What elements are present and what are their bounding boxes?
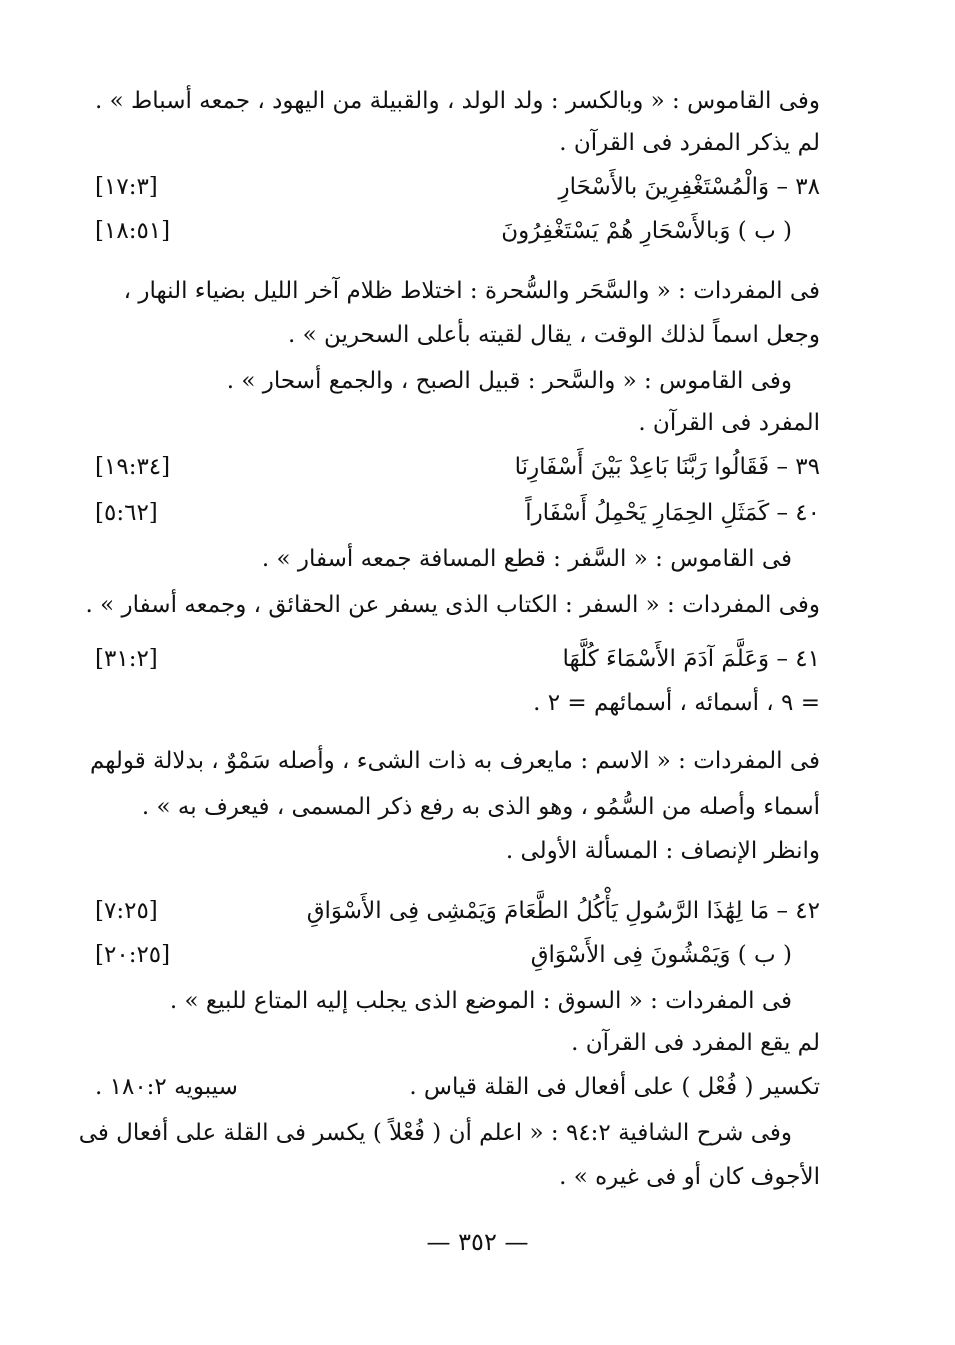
- text-line: وفى القاموس : « والسَّحر : قبيل الصبح ، والجمع أسحار » .: [226, 368, 792, 394]
- text-line: = ٩ ، أسمائه ، أسمائهم = ٢ .: [533, 690, 820, 716]
- verse-38: [95, 172, 820, 202]
- verse-text: ٣٩ – فَقَالُوا رَبَّنَا بَاعِدْ بَيْنَ أَسْفَارِنَا: [514, 454, 820, 480]
- verse-text: ٣٨ – وَالْمُسْتَغْفِرِينَ بالأَسْحَارِ: [558, 174, 820, 200]
- page-number: — ٣٥٢ —: [426, 1228, 529, 1256]
- verse-reference: [٣١:٢]: [95, 646, 158, 672]
- verse-reference: [٥:٦٢]: [95, 500, 158, 526]
- taksir-line: [95, 1072, 820, 1102]
- verse-38b: [95, 216, 820, 246]
- text-line: وانظر الإنصاف : المسألة الأولى .: [505, 838, 820, 864]
- text-line: وفى شرح الشافية ٩٤:٢ : « اعلم أن ( فُعْلاً ) يكسر فى القلة على أفعال فى: [78, 1120, 792, 1146]
- text-line: فى المفردات : « الاسم : مايعرف به ذات الشىء ، وأصله سَمْوٌ ، بدلالة قولهم: [89, 748, 820, 774]
- text-line: وجعل اسماً لذلك الوقت ، يقال لقيته بأعلى السحرين » .: [288, 322, 820, 348]
- text-line: لم يذكر المفرد فى القرآن .: [559, 130, 820, 156]
- verse-40: [95, 498, 820, 528]
- text-line: فى المفردات : « السوق : الموضع الذى يجلب إليه المتاع للبيع » .: [169, 988, 792, 1014]
- verse-39: [95, 452, 820, 482]
- text-line: المفرد فى القرآن .: [638, 410, 820, 436]
- verse-41: [95, 644, 820, 674]
- verse-text: ٤٢ – مَا لِهَٰذَا الرَّسُولِ يَأْكُلُ الطَّعَامَ وَيَمْشِى فِى الأَسْوَاقِ: [306, 898, 820, 924]
- rule-text: تكسير ( فُعْل ) على أفعال فى القلة قياس .: [409, 1074, 820, 1100]
- verse-42: [95, 896, 820, 926]
- verse-text: ( ب ) وَيَمْشُونَ فِى الأَسْوَاقِ: [530, 942, 792, 968]
- source-reference: سيبويه ١٨٠:٢ .: [95, 1074, 238, 1100]
- verse-text: ( ب ) وَبالأَسْحَارِ هُمْ يَسْتَغْفِرُونَ: [501, 218, 792, 244]
- text-line: وفى المفردات : « السفر : الكتاب الذى يسفر عن الحقائق ، وجمعه أسفار » .: [85, 592, 820, 618]
- verse-reference: [١٧:٣]: [95, 174, 158, 200]
- text-line: الأجوف كان أو فى غيره » .: [559, 1164, 820, 1190]
- text-line: فى المفردات : « والسَّحَر والسُّحرة : اختلاط ظلام آخر الليل بضياء النهار ،: [123, 278, 820, 304]
- verse-reference: [٢٠:٢٥]: [95, 942, 171, 968]
- verse-42b: [95, 940, 820, 970]
- verse-reference: [١٨:٥١]: [95, 218, 171, 244]
- text-line: أسماء وأصله من السُّمُو ، وهو الذى به رفع ذكر المسمى ، فيعرف به » .: [141, 794, 820, 820]
- text-line: وفى القاموس : « وبالكسر : ولد الولد ، والقبيلة من اليهود ، جمعه أسباط » .: [94, 88, 820, 114]
- verse-reference: [١٩:٣٤]: [95, 454, 171, 480]
- text-line: لم يقع المفرد فى القرآن .: [571, 1030, 820, 1056]
- verse-text: ٤١ – وَعَلَّمَ آدَمَ الأَسْمَاءَ كُلَّهَا: [562, 646, 820, 672]
- verse-reference: [٧:٢٥]: [95, 898, 158, 924]
- text-line: فى القاموس : « السَّفر : قطع المسافة جمعه أسفار » .: [261, 546, 792, 572]
- verse-text: ٤٠ – كَمَثَلِ الحِمَارِ يَحْمِلُ أَسْفَاراً: [525, 500, 820, 526]
